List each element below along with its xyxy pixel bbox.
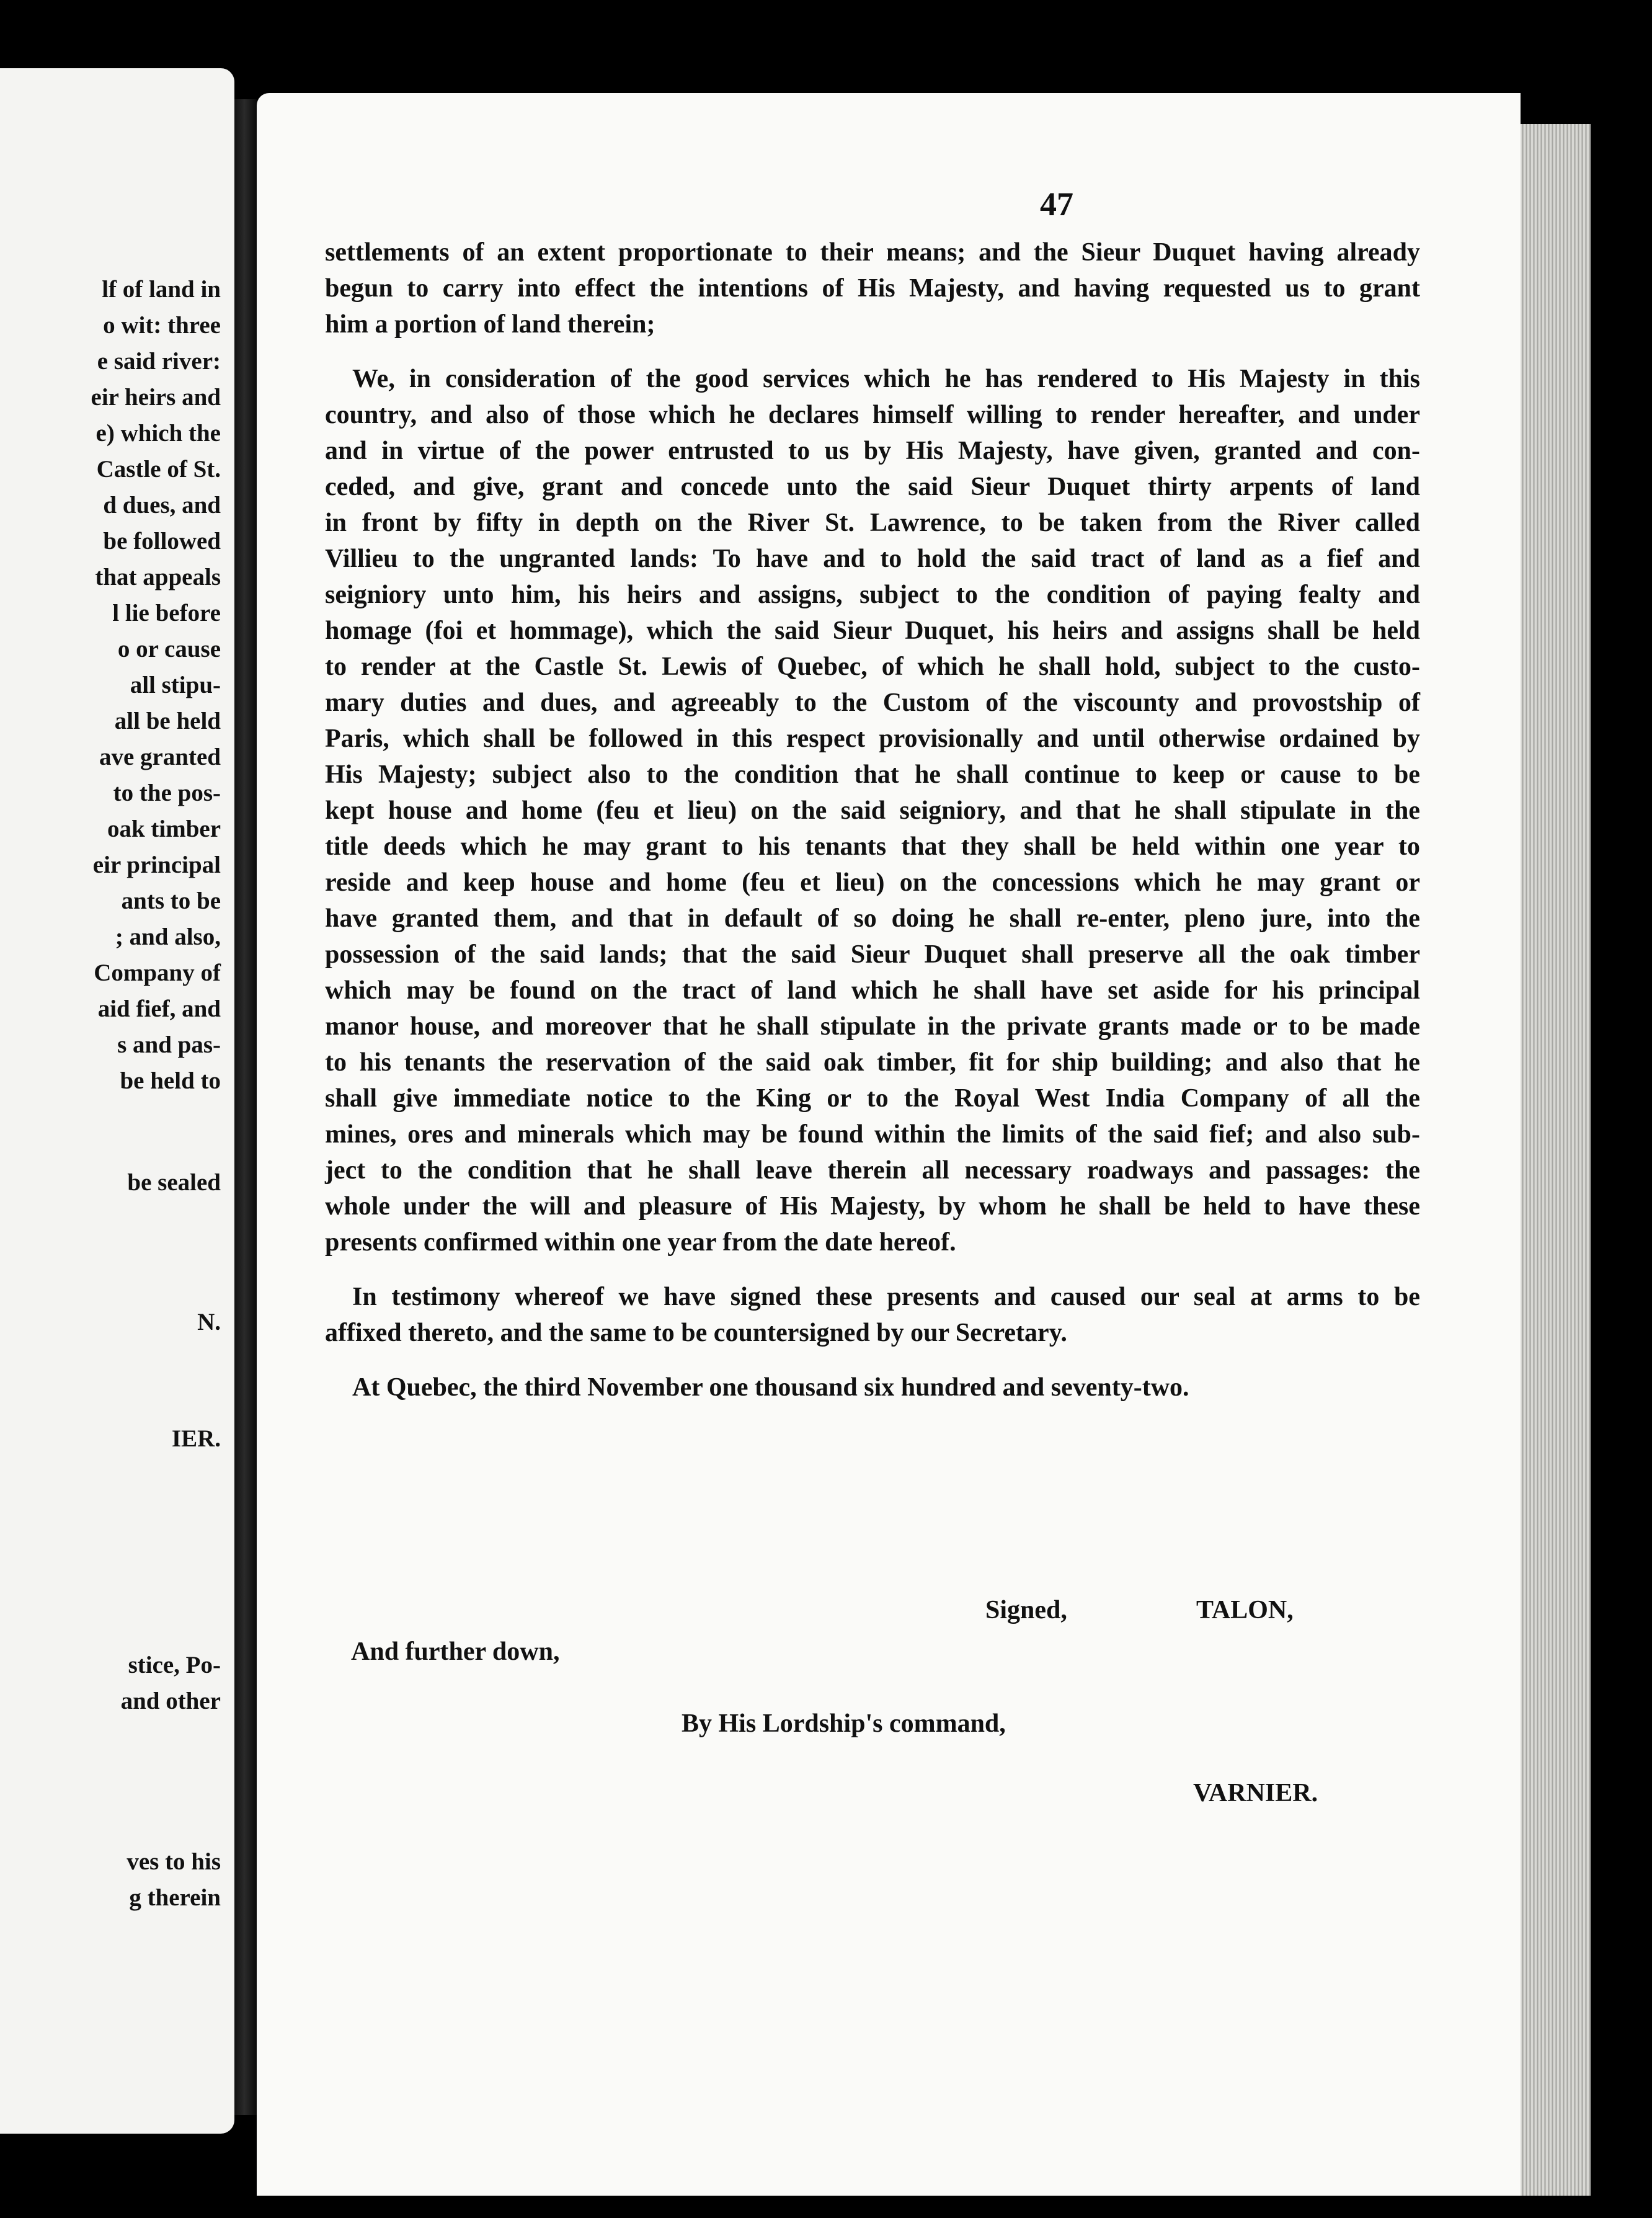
left-page-line: be followed	[103, 528, 221, 554]
left-page-line: that appeals	[95, 564, 221, 590]
left-page-line: eir heirs and	[91, 384, 221, 411]
text-line: Paris, which shall be followed in this respect provisionally and until otherwise ordained by	[325, 724, 1420, 753]
text-line: in front by fifty in depth on the River St. Lawrence, to be taken from the River called	[325, 509, 1420, 537]
left-page-line: be sealed	[127, 1169, 221, 1196]
left-page-line: o or cause	[117, 636, 221, 662]
left-page-line: oak timber	[107, 816, 221, 842]
text-line: homage (foi et hommage), which the said Sieur Duquet, his heirs and assigns shall be held	[325, 617, 1420, 645]
text-line: to render at the Castle St. Lewis of Quebec, of which he shall hold, subject to the custo-	[325, 652, 1420, 681]
left-page-line: Company of	[94, 960, 221, 986]
text-line: Villieu to the ungranted lands: To have and to hold the said tract of land as a fief and	[325, 545, 1420, 573]
countersigner-name: VARNIER.	[1193, 1779, 1318, 1807]
left-page-line: all be held	[114, 708, 221, 734]
left-page-line: ants to be	[121, 888, 221, 914]
left-page-line: g therein	[129, 1884, 221, 1911]
text-line: ceded, and give, grant and concede unto the said Sieur Duquet thirty arpents of land	[325, 473, 1420, 501]
left-page-line: Castle of St.	[96, 456, 221, 483]
left-page-line: e) which the	[95, 420, 221, 447]
left-page-line: o wit: three	[103, 312, 221, 339]
text-line: mines, ores and minerals which may be found within the limits of the said fief; and also sub-	[325, 1120, 1420, 1149]
text-line: country, and also of those which he declares himself willing to render hereafter, and under	[325, 401, 1420, 429]
text-line: shall give immediate notice to the King or to the Royal West India Company of all the	[325, 1084, 1420, 1113]
left-page-line: IER.	[171, 1425, 221, 1452]
left-page-line: eir principal	[92, 852, 221, 878]
paragraph	[325, 234, 1420, 342]
text-line: kept house and home (feu et lieu) on the said seigniory, and that he shall stipulate in the	[325, 796, 1420, 825]
text-line: In testimony whereof we have signed these presents and caused our seal at arms to be	[352, 1283, 1420, 1311]
left-page-line: be held to	[120, 1067, 221, 1094]
text-line: settlements of an extent proportionate to their means; and the Sieur Duquet having already	[325, 238, 1420, 267]
paragraph	[325, 361, 1420, 1260]
text-line: affixed thereto, and the same to be countersigned by our Secretary.	[325, 1319, 1067, 1347]
left-page-line: ; and also,	[115, 924, 221, 950]
text-line: whole under the will and pleasure of His Majesty, by whom he shall be held to have these	[325, 1192, 1420, 1221]
text-line: him a portion of land therein;	[325, 310, 655, 339]
text-line: possession of the said lands; that the said Sieur Duquet shall preserve all the oak timber	[325, 940, 1420, 969]
text-line: manor house, and moreover that he shall stipulate in the private grants made or to be made	[325, 1012, 1420, 1041]
left-page-line: d dues, and	[103, 492, 221, 519]
further-down-label: And further down,	[351, 1637, 560, 1666]
left-page-line: ave granted	[99, 744, 221, 770]
text-line: presents confirmed within one year from the date hereof.	[325, 1228, 956, 1257]
text-line: mary duties and dues, and agreeably to the Custom of the viscounty and provostship of	[325, 688, 1420, 717]
body-text	[325, 234, 1420, 1424]
text-line: title deeds which he may grant to his tenants that they shall be held within one year to	[325, 832, 1420, 861]
document-page	[257, 93, 1521, 2196]
left-page-line: all stipu-	[130, 672, 221, 698]
paragraph	[325, 1370, 1420, 1405]
text-line: reside and keep house and home (feu et lieu) on the concessions which he may grant or	[325, 868, 1420, 897]
left-page-line: to the pos-	[113, 780, 221, 806]
page-number: 47	[1040, 185, 1073, 223]
signer-name: TALON,	[1196, 1596, 1294, 1624]
left-page-line: e said river:	[97, 348, 221, 375]
left-page-line: ves to his	[127, 1848, 221, 1875]
left-page-line: stice, Po-	[128, 1652, 221, 1678]
text-line: At Quebec, the third November one thousand six hundred and seventy-two.	[352, 1373, 1189, 1402]
left-page-line: l lie before	[112, 600, 221, 626]
text-line: have granted them, and that in default of so doing he shall re-enter, pleno jure, into the	[325, 904, 1420, 933]
command-line: By His Lordship's command,	[682, 1709, 1006, 1738]
paragraph	[325, 1279, 1420, 1351]
text-line: We, in consideration of the good services which he has rendered to His Majesty in this	[352, 365, 1420, 393]
left-page-line: aid fief, and	[97, 995, 221, 1022]
text-line: seigniory unto him, his heirs and assigns, subject to the condition of paying fealty and	[325, 581, 1420, 609]
text-line: to his tenants the reservation of the said oak timber, fit for ship building; and also that he	[325, 1048, 1420, 1077]
signed-label: Signed,	[985, 1596, 1067, 1624]
text-line: His Majesty; subject also to the condition that he shall continue to keep or cause to be	[325, 760, 1420, 789]
left-page-fragment	[0, 68, 234, 2134]
left-page-line: s and pas-	[117, 1031, 221, 1058]
text-line: which may be found on the tract of land which he shall have set aside for his principal	[325, 976, 1420, 1005]
left-page-line: lf of land in	[102, 276, 221, 303]
text-line: begun to carry into effect the intentions of His Majesty, and having requested us to grant	[325, 274, 1420, 303]
book-binding	[234, 99, 257, 2115]
left-page-line: N.	[197, 1309, 221, 1335]
left-page-line: and other	[120, 1688, 221, 1714]
text-line: ject to the condition that he shall leave therein all necessary roadways and passages: the	[325, 1156, 1420, 1185]
text-line: and in virtue of the power entrusted to us by His Majesty, have given, granted and con-	[325, 437, 1420, 465]
